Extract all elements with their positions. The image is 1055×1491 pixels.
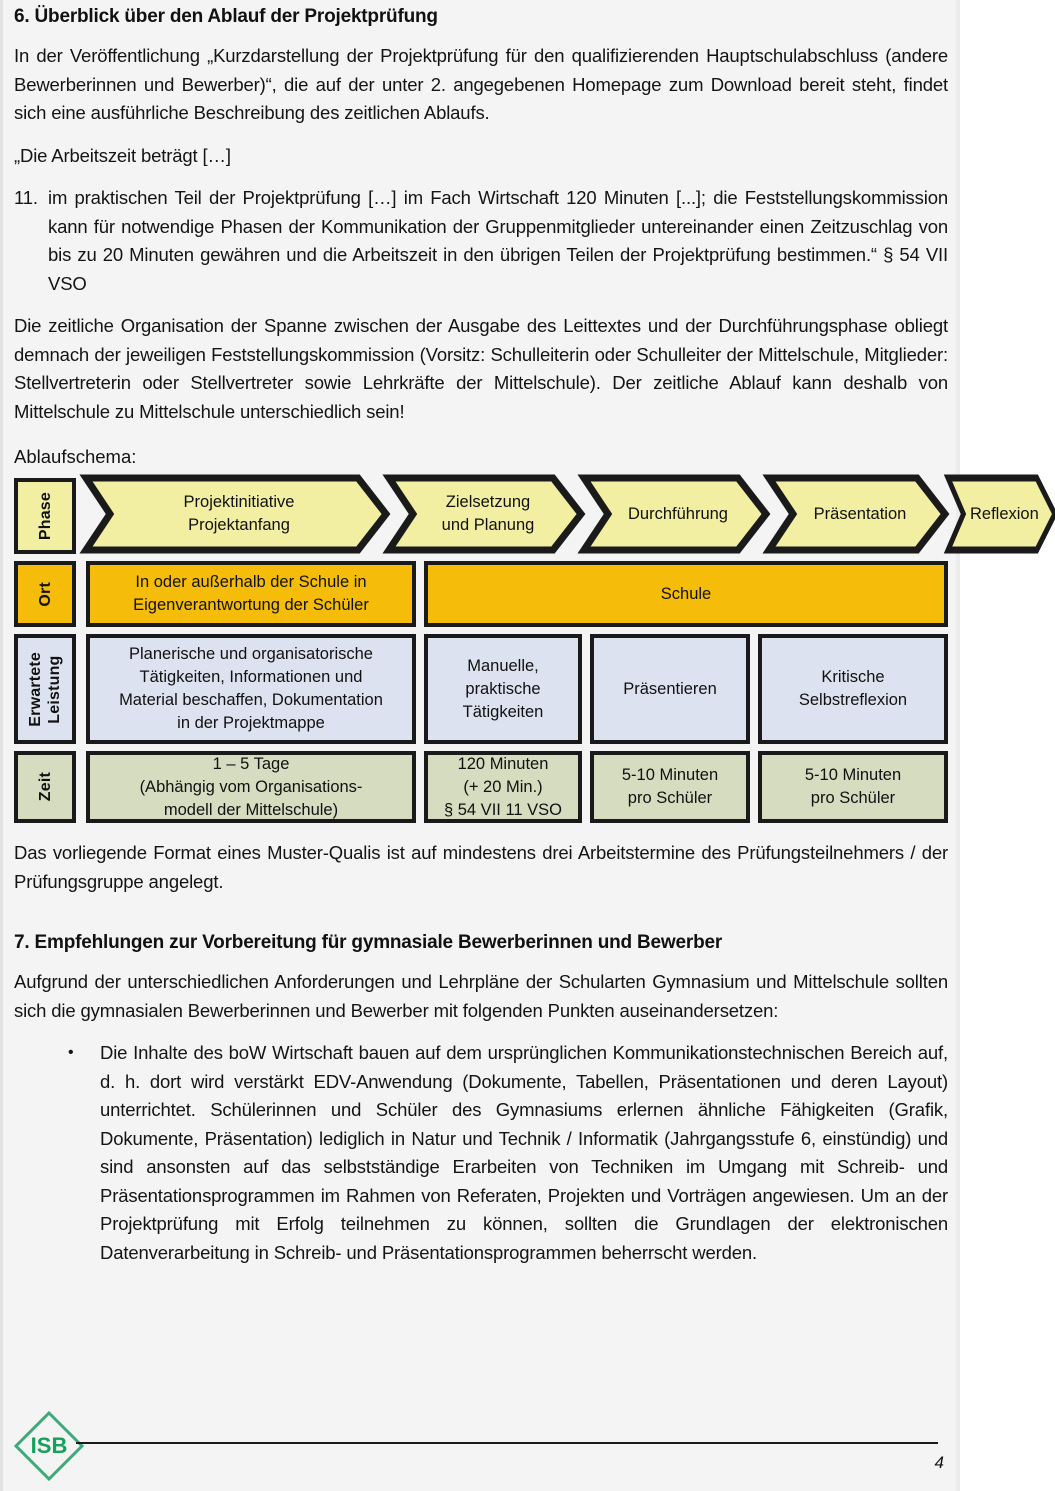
- phase-chevron-5: [948, 478, 1055, 550]
- schema-rowlabel-erwartete-leistung-text: Erwartete Leistung: [27, 651, 63, 727]
- schema-row-zeit: [14, 751, 948, 823]
- footer-divider: [76, 1442, 938, 1444]
- page-number: 4: [934, 1453, 944, 1472]
- page-footer: [0, 1395, 960, 1491]
- isb-logo-icon: [12, 1409, 86, 1483]
- section-6-paragraph-1: In der Veröffentlichung „Kurzdarstellung der Projektprüfung für den qualifizierenden Hauptschulabschluss (andere Bewerberinnen und Bewerber)“, die auf der unter 2. angegebenen Homepage zum Download bereit steht, findet sich eine ausführliche Beschreibung des zeitlichen Ablaufs.: [14, 45, 948, 123]
- numbered-item-number: 11.: [14, 187, 38, 208]
- section-7-paragraph-1: Aufgrund der unterschiedlichen Anforderungen und Lehrpläne der Schularten Gymnasium und Mittelschule sollten sich die gymnasialen Bewerberinnen und Bewerber mit folgenden Punkten auseinandersetzen:: [14, 971, 948, 1021]
- schema-ort-cells: [86, 561, 948, 627]
- phase-chevron-5-label: Reflexion: [970, 504, 1039, 523]
- schema-rowlabel-phase-text: Phase: [36, 491, 54, 541]
- section-6-paragraph-3: Das vorliegende Format eines Muster-Qualis ist auf mindestens drei Arbeitstermine des Prüfungsteilnehmers / der Prüfungsgruppe angelegt.: [14, 842, 948, 892]
- phase-chevron-1-label: Projektinitiative Projektanfang: [183, 493, 295, 534]
- schema-rowlabel-zeit-text: Zeit: [36, 772, 54, 802]
- section-7-heading: 7. Empfehlungen zur Vorbereitung für gymnasiale Bewerberinnen und Bewerber: [14, 932, 723, 953]
- ort-cell-schule: Schule: [424, 561, 948, 627]
- schema-rowlabel-phase: [14, 478, 76, 554]
- phase-chevron-3-label: Durchführung: [628, 504, 728, 523]
- section-6-paragraph-2: Die zeitliche Organisation der Spanne zwischen der Ausgabe des Leittextes und der Durchführungsphase obliegt demnach der jeweiligen Feststellungskommission (Vorsitz: Schulleiterin oder Schulleiter der Mittelschule, Mitglieder: Stellvertreterin oder Stellvertreter sowie Lehrkräfte der Mittelschule). Der zeitliche Ablauf kann deshalb von Mittelschule zu Mittelschule unterschiedlich sein!: [14, 315, 948, 422]
- leistung-cell-1: Planerische und organisatorische Tätigkeiten, Informationen und Material beschaffen, Dokumentation in der Projektmappe: [86, 634, 416, 744]
- phase-chevron-2: [389, 478, 581, 550]
- ort-cell-1: In oder außerhalb der Schule in Eigenverantwortung der Schüler: [86, 561, 416, 627]
- numbered-list-item-11: [14, 184, 948, 298]
- page-content: [14, 6, 1039, 1267]
- zeit-cell-1: 1 – 5 Tage (Abhängig vom Organisations- modell der Mittelschule): [86, 751, 416, 823]
- schema-leistung-cells: [86, 634, 948, 744]
- schema-rowlabel-zeit: [14, 751, 76, 823]
- phase-chevron-1: [86, 478, 386, 550]
- zeit-cell-2: 120 Minuten (+ 20 Min.) § 54 VII 11 VSO: [424, 751, 582, 823]
- schema-row-erwartete-leistung: [14, 634, 948, 744]
- phase-chevron-2-label: Zielsetzung und Planung: [441, 493, 535, 534]
- schema-rowlabel-erwartete-leistung: [14, 634, 76, 744]
- isb-logo-text: ISB: [30, 1433, 68, 1458]
- leistung-cell-2: Manuelle, praktische Tätigkeiten: [424, 634, 582, 744]
- leistung-cell-4: Kritische Selbstreflexion: [758, 634, 948, 744]
- numbered-item-text: im praktischen Teil der Projektprüfung […] im Fach Wirtschaft 120 Minuten [...]; die Feststellungskommission kann für notwendige Phasen der Kommunikation der Gruppenmitglieder untereinander einen Zeitzuschlag von bis zu 20 Minuten gewähren und die Arbeitszeit in den übrigen Teilen der Projektprüfung bestimmen.“ § 54 VII VSO: [48, 187, 948, 294]
- phase-chevron-4: [769, 478, 945, 550]
- section-7-bullet-list: [14, 1039, 948, 1267]
- ablaufschema-diagram: [14, 478, 1039, 823]
- ablaufschema-label: Ablaufschema:: [14, 446, 137, 467]
- page-right-edge: [956, 0, 960, 1491]
- schema-row-ort: [14, 561, 948, 627]
- section-6-heading: 6. Überblick über den Ablauf der Projektprüfung: [14, 6, 438, 27]
- phase-chevron-3: [584, 478, 766, 550]
- schema-rowlabel-ort: [14, 561, 76, 627]
- zeit-cell-3: 5-10 Minuten pro Schüler: [590, 751, 750, 823]
- leistung-cell-3: Präsentieren: [590, 634, 750, 744]
- schema-rowlabel-ort-text: Ort: [36, 581, 54, 607]
- quote-intro: „Die Arbeitszeit beträgt […]: [14, 144, 231, 166]
- schema-row-phase: [14, 478, 1039, 554]
- zeit-cell-4: 5-10 Minuten pro Schüler: [758, 751, 948, 823]
- schema-zeit-cells: [86, 751, 948, 823]
- list-item: • Die Inhalte des boW Wirtschaft bauen auf dem ursprünglichen Kommunikationstechnischen Bereich auf, d. h. dort wird verstärkt EDV-Anwendung (Dokumente, Tabellen, Präsentationen und deren Layout) unterrichtet. Schülerinnen und Schüler des Gymnasiums erlernen ähnliche Fähigkeiten (Grafik, Dokumente, Präsentation) lediglich in Natur und Technik / Informatik (Jahrgangsstufe 6, einstündig) und sind ansonsten auf das selbstständige Erarbeiten von Techniken im Umgang mit Schreib- und Präsentationsprogrammen im Rahmen von Referaten, Projekten und Vorträgen angewiesen. Um an der Projektprüfung mit Erfolg teilnehmen zu können, sollten die Grundlagen der elektronischen Datenverarbeitung in Schreib- und Präsentationsprogrammen beherrscht werden.: [100, 1039, 948, 1267]
- page-left-edge: [0, 0, 3, 1491]
- schema-phase-cells: [86, 478, 1055, 554]
- phase-chevron-4-label: Präsentation: [813, 504, 907, 523]
